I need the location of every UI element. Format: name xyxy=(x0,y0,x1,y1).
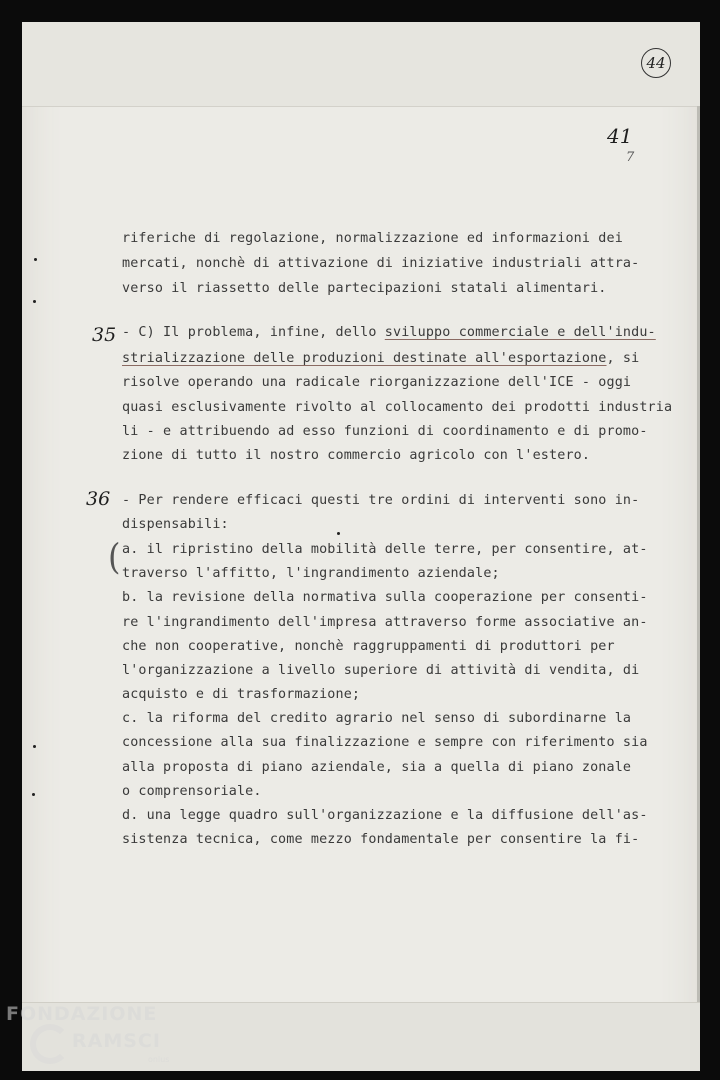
underlined-text: strializzazione delle produzioni destinate all'esportazione xyxy=(122,351,607,366)
text-line: - Per rendere efficaci questi tre ordini di interventi sono in- xyxy=(122,493,640,508)
list-item: traverso l'affitto, l'ingrandimento aziendale; xyxy=(122,566,500,581)
watermark-logo-line3: onlus xyxy=(148,1055,170,1064)
list-item: che non cooperative, nonchè raggruppamenti di produttori per xyxy=(122,639,615,654)
text-line: mercati, nonchè di attivazione di iniziative industriali attra- xyxy=(122,256,640,271)
text-line xyxy=(122,325,656,340)
list-item: concessione alla sua finalizzazione e sempre con riferimento sia xyxy=(122,735,648,750)
list-item: o comprensoriale. xyxy=(122,784,262,799)
handwritten-sub-number: 7 xyxy=(626,150,635,165)
list-item: acquisto e di trasformazione; xyxy=(122,687,361,702)
text-segment: , si xyxy=(606,351,640,366)
handwritten-bracket: ( xyxy=(108,536,121,578)
list-item: c. la riforma del credito agrario nel senso di subordinarne la xyxy=(122,711,632,726)
underlined-text: sviluppo commerciale e dell'indu- xyxy=(384,325,656,340)
text-line: zione di tutto il nostro commercio agricolo con l'estero. xyxy=(122,448,591,463)
watermark-logo-line1: FONDAZIONE xyxy=(6,1003,158,1025)
text-line: riferiche di regolazione, normalizzazione ed informazioni dei xyxy=(122,231,623,246)
margin-dot xyxy=(337,532,340,535)
margin-paragraph-number-36: 36 xyxy=(86,488,111,510)
text-line: risolve operando una radicale riorganizzazione dell'ICE - oggi xyxy=(122,375,632,390)
text-segment: - C) Il problema, infine, dello xyxy=(122,325,385,340)
list-item: b. la revisione della normativa sulla cooperazione per consenti- xyxy=(122,590,648,605)
watermark-logo-line2: RAMSCI xyxy=(72,1030,161,1052)
list-item: a. il ripristino della mobilità delle terre, per consentire, at- xyxy=(122,542,648,557)
margin-dot xyxy=(34,258,37,261)
margin-paragraph-number-35: 35 xyxy=(92,324,117,346)
margin-dot xyxy=(33,300,36,303)
list-item: re l'ingrandimento dell'impresa attraverso forme associative an- xyxy=(122,615,648,630)
margin-dot xyxy=(32,793,35,796)
page-right-edge xyxy=(697,106,700,1006)
text-line xyxy=(122,351,639,366)
text-line: li - e attribuendo ad esso funzioni di coordinamento e di promo- xyxy=(122,424,648,439)
watermark-logo-g-icon xyxy=(30,1024,70,1064)
text-line: verso il riassetto delle partecipazioni statali alimentari. xyxy=(122,281,607,296)
underlying-page-edge xyxy=(22,22,700,107)
list-item: d. una legge quadro sull'organizzazione e la diffusione dell'as- xyxy=(122,808,648,823)
list-item: l'organizzazione a livello superiore di attività di vendita, di xyxy=(122,663,640,678)
text-line: dispensabili: xyxy=(122,517,229,532)
list-item: sistenza tecnica, come mezzo fondamentale per consentire la fi- xyxy=(122,832,640,847)
circled-page-number: 44 xyxy=(641,48,671,78)
margin-dot xyxy=(33,745,36,748)
list-item: alla proposta di piano aziendale, sia a quella di piano zonale xyxy=(122,760,632,775)
text-line: quasi esclusivamente rivolto al collocamento dei prodotti industria xyxy=(122,400,673,415)
handwritten-page-number: 41 xyxy=(607,124,633,148)
